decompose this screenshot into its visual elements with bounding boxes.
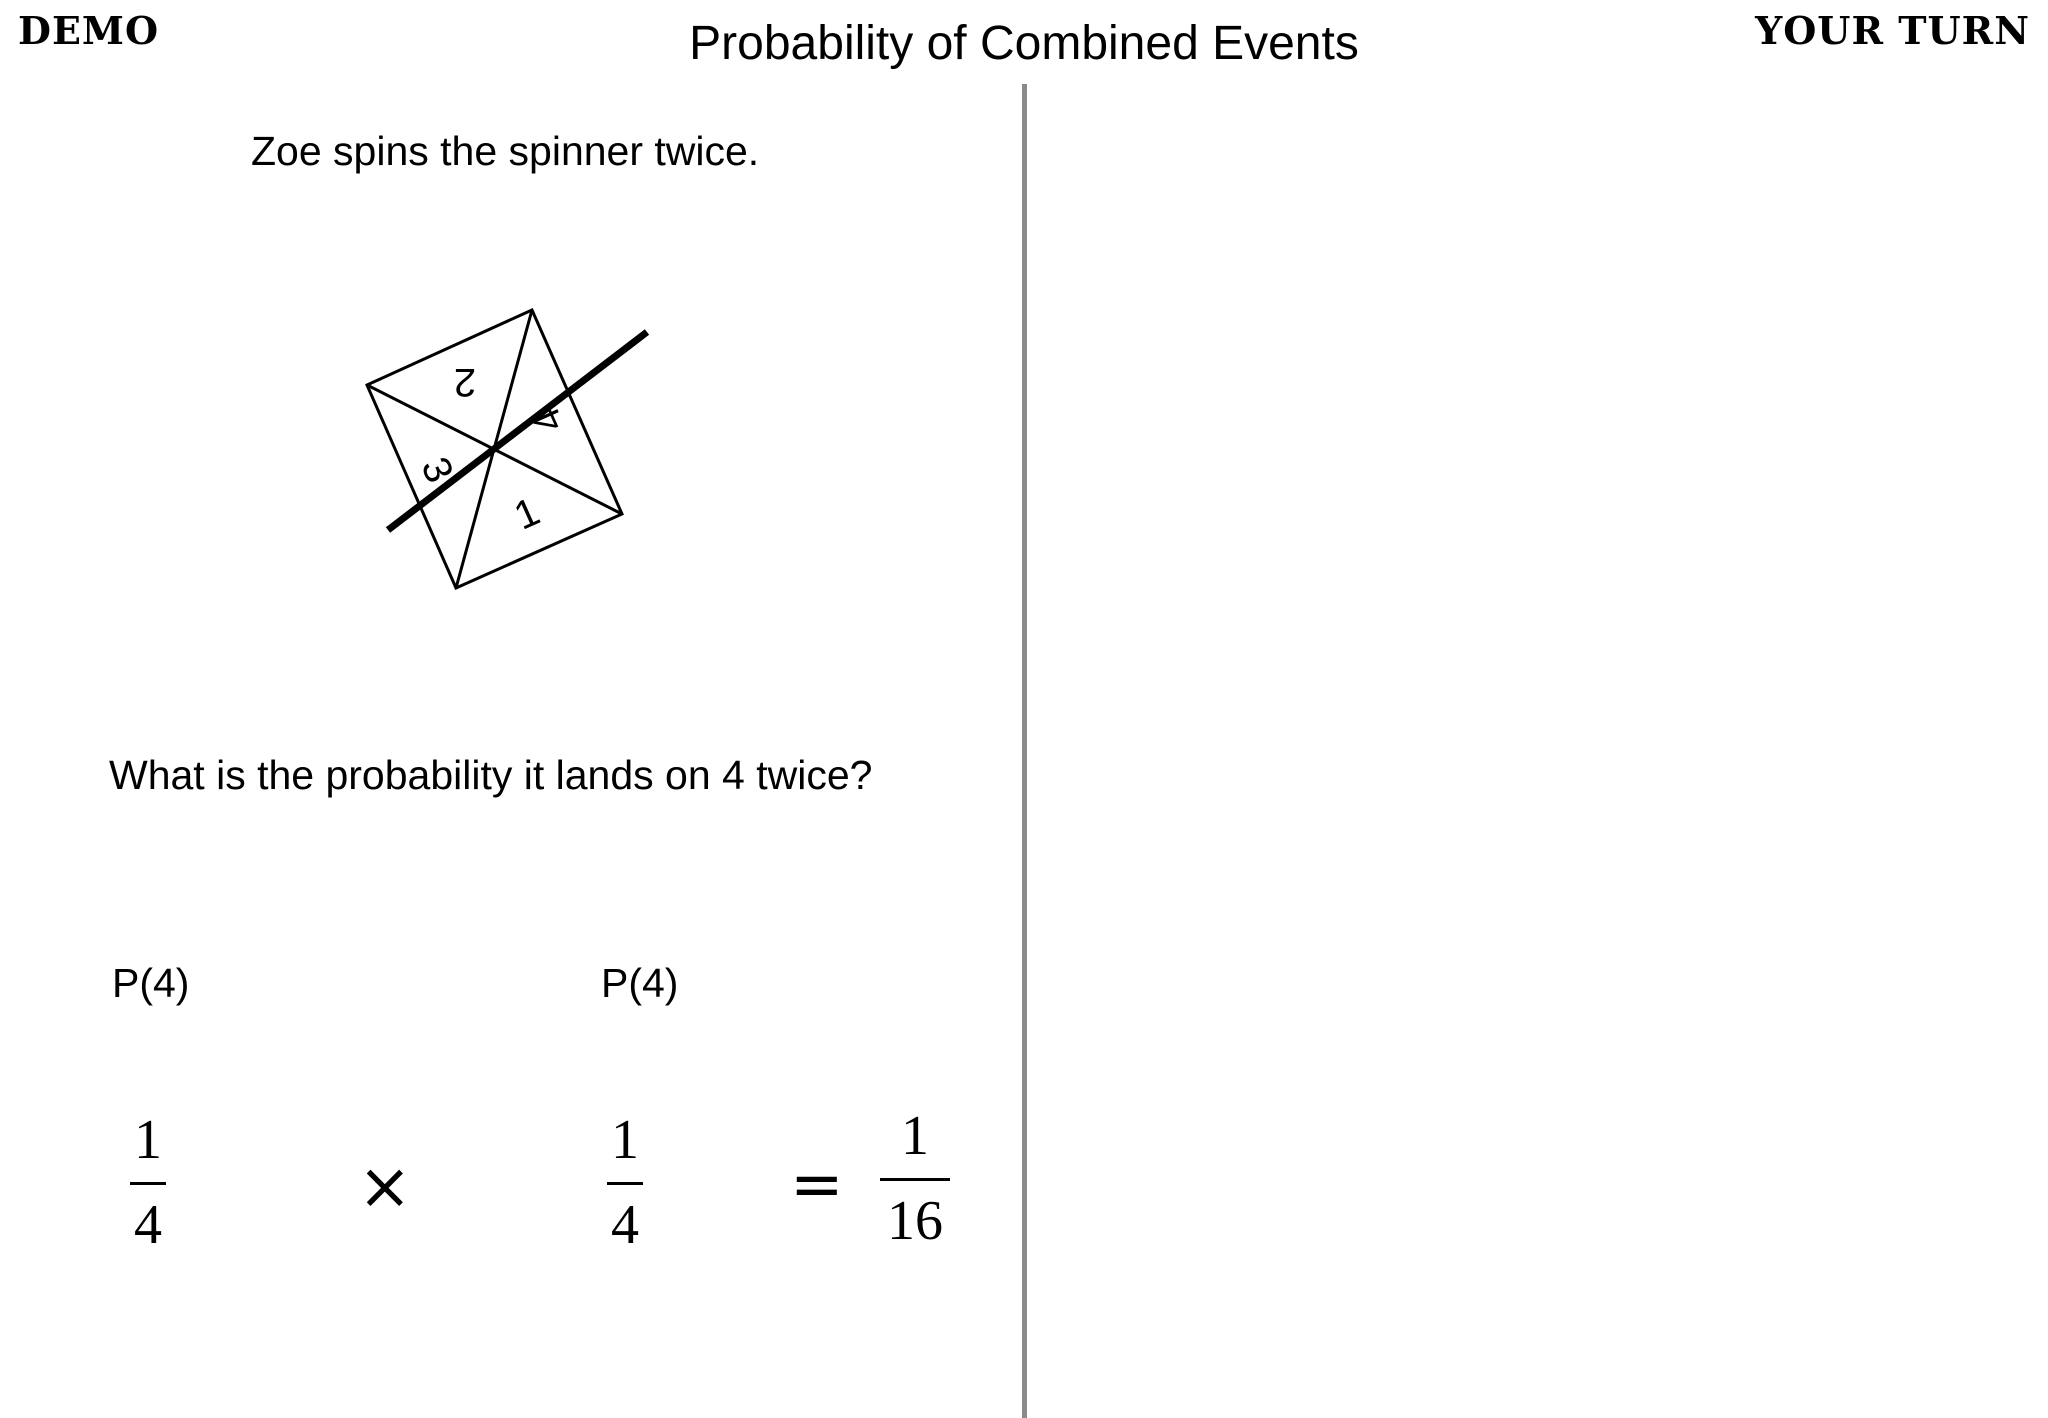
second-denominator: 4: [611, 1194, 639, 1256]
spinner-label-4: 4: [523, 400, 573, 440]
first-fraction: [130, 1109, 166, 1256]
question-intro: Zoe spins the spinner twice.: [251, 128, 760, 174]
spinner-diagram: [350, 290, 650, 610]
result-fraction: [880, 1105, 950, 1252]
first-denominator: 4: [134, 1194, 162, 1256]
column-divider: [1022, 84, 1027, 1418]
result-denominator: 16: [887, 1190, 943, 1252]
second-fraction: [607, 1109, 643, 1256]
spinner-label-2: 2: [453, 360, 477, 404]
first-numerator: 1: [134, 1109, 162, 1171]
first-event-label: P(4): [112, 960, 190, 1006]
multiply-sign: ×: [358, 1150, 412, 1224]
your-turn-label: YOUR TURN: [1755, 8, 2030, 53]
second-numerator: 1: [611, 1109, 639, 1171]
page-title: Probability of Combined Events: [689, 17, 1359, 70]
question-text: What is the probability it lands on 4 twice?: [109, 752, 873, 798]
result-numerator: 1: [901, 1105, 929, 1167]
spinner-label-1: 1: [507, 489, 547, 539]
spinner-label-3: 3: [412, 450, 462, 490]
equals-sign: =: [790, 1148, 844, 1222]
demo-label: DEMO: [18, 8, 160, 53]
second-event-label: P(4): [601, 960, 679, 1006]
